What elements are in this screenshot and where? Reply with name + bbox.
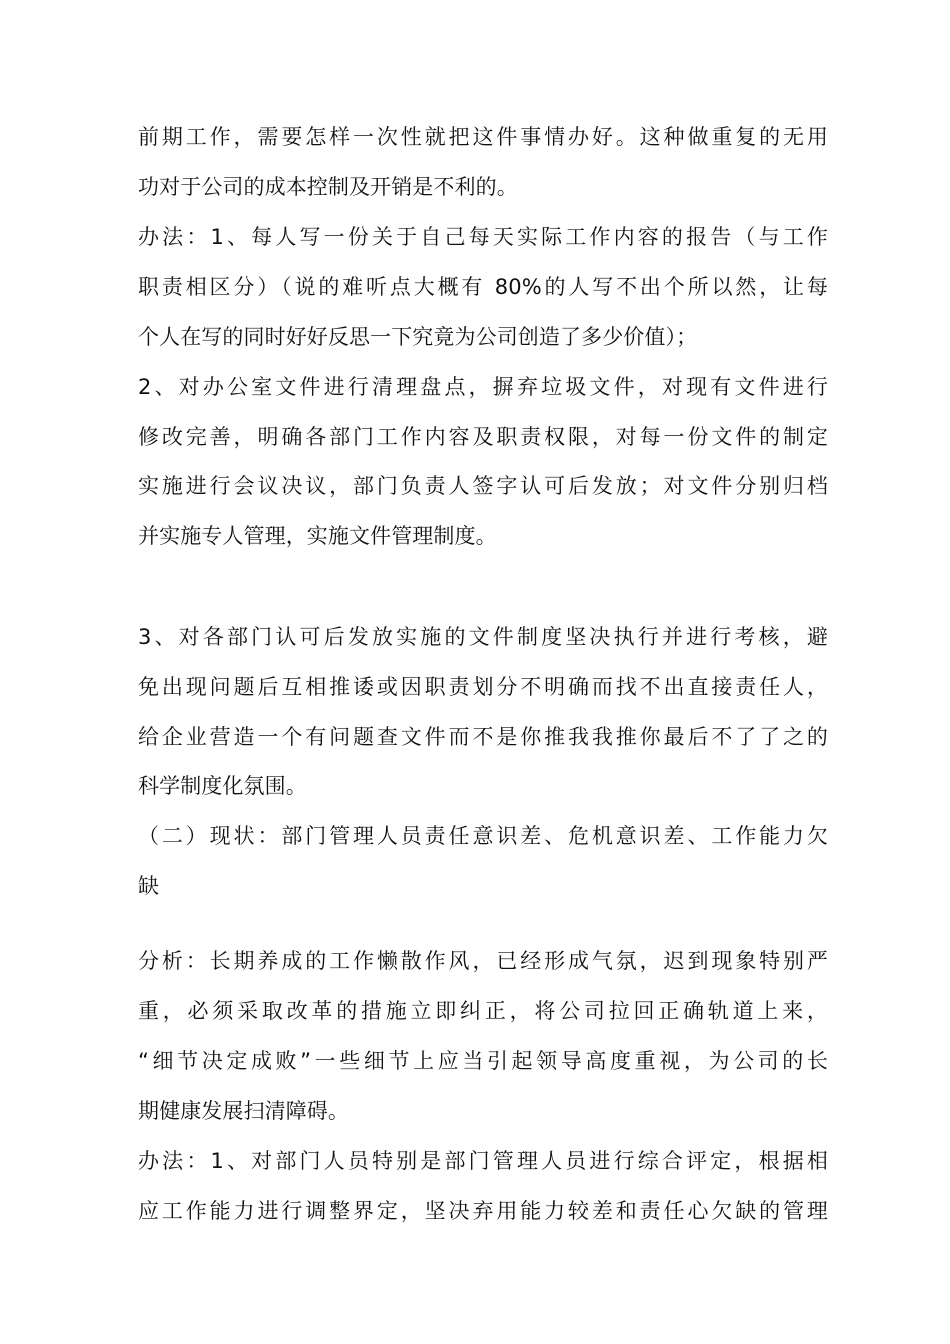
text-line: 缺 (138, 874, 160, 898)
text-line: 并实施专人管理，实施文件管理制度。 (138, 524, 497, 548)
text-line: 前期工作，需要怎样一次性就把这件事情办好。这种做重复的无用 (138, 125, 828, 149)
text-line: 应工作能力进行调整界定，坚决弃用能力较差和责任心欠缺的管理 (138, 1199, 828, 1223)
text-line: 重，必须采取改革的措施立即纠正，将公司拉回正确轨道上来， (138, 999, 828, 1023)
text-line: 期健康发展扫清障碍。 (138, 1099, 349, 1123)
text-line: 职责相区分）（说的难听点大概有 80%的人写不出个所以然，让每 (138, 275, 828, 299)
text-line: 分析：长期养成的工作懒散作风，已经形成气氛，迟到现象特别严 (138, 949, 828, 973)
text-line: “细节决定成败”一些细节上应当引起领导高度重视，为公司的长 (138, 1049, 828, 1073)
text-line: （二）现状：部门管理人员责任意识差、危机意识差、工作能力欠 (138, 824, 828, 848)
text-line: 3、对各部门认可后发放实施的文件制度坚决执行并进行考核，避 (138, 625, 828, 649)
text-line: 功对于公司的成本控制及开销是不利的。 (138, 175, 518, 199)
text-line: 2、对办公室文件进行清理盘点，摒弃垃圾文件，对现有文件进行 (138, 375, 828, 399)
text-line: 个人在写的同时好好反思一下究竟为公司创造了多少价值）； (138, 325, 698, 349)
text-line: 办法：1、每人写一份关于自己每天实际工作内容的报告（与工作 (138, 225, 828, 249)
text-line: 修改完善，明确各部门工作内容及职责权限，对每一份文件的制定 (138, 425, 828, 449)
text-line: 科学制度化氛围。 (138, 774, 307, 798)
text-line: 给企业营造一个有问题查文件而不是你推我我推你最后不了了之的 (138, 725, 828, 749)
text-line: 办法：1、对部门人员特别是部门管理人员进行综合评定，根据相 (138, 1149, 828, 1173)
text-line: 实施进行会议决议，部门负责人签字认可后发放；对文件分别归档 (138, 474, 828, 498)
text-line: 免出现问题后互相推诿或因职责划分不明确而找不出直接责任人， (138, 675, 828, 699)
